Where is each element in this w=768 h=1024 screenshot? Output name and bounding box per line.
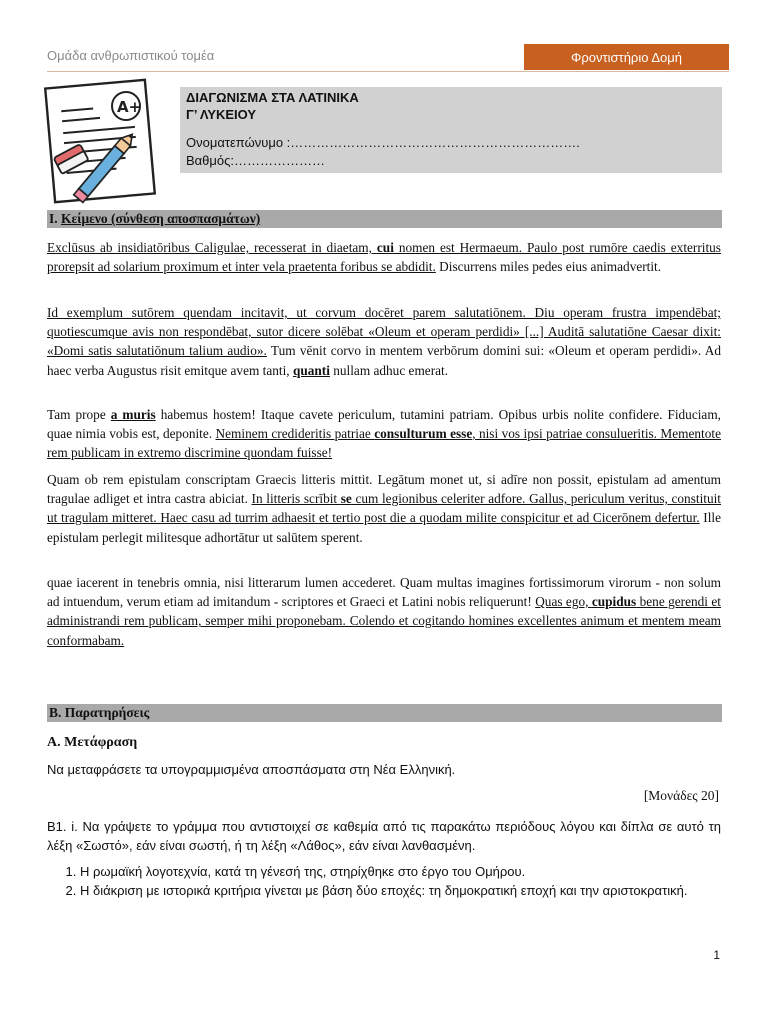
header-school-badge: Φροντιστήριο Δομή [524, 44, 729, 70]
student-name-field: Ονοματεπώνυμο :…………………………………………………………. [186, 135, 580, 150]
question-b1: Β1. i. Να γράψετε το γράμμα που αντιστοιχεί σε καθεμία από τις παρακάτω περιόδους λόγου και δίπλα σε αυτό τη λέξη «Σωστό», εάν είναι σωστή, ή τη λέξη «Λάθος», εάν είναι λανθασμένη. [47, 819, 721, 853]
b1-statement-list [47, 862, 754, 900]
exam-title-box [180, 87, 722, 173]
section-notes-header: Β. Παρατηρήσεις [47, 704, 722, 722]
score-field: Βαθμός:………………… [186, 153, 326, 168]
header-group-name: Ομάδα ανθρωπιστικού τομέα [47, 48, 215, 63]
latin-paragraph-1: Exclūsus ab insidiatōribus Caligulae, recesserat in diaetam, cui nomen est Hermaeum. Paulo post rumōre caedis exterritus prorepsit ad solarium proximum et inter vela praetenta foribus se abdidit. Discurrens miles pedes eius animadvertit. [47, 240, 721, 275]
graded-test-paper-icon [44, 78, 164, 204]
latin-paragraph-5: quae iacerent in tenebris omnia, nisi litterarum lumen accederet. Quam multas imagines fortissimorum virorum - non solum ad intuendum, verum etiam ad imitandum - scriptores et Graeci et Latini nobis reliquerunt! Quas ego, cupidus bene gerendi et administrandi rem publicam, semper mihi proponebam. Colendo et cogitando homines excellentes animum et mentem meam conformabam. [47, 575, 722, 648]
latin-paragraph-2: Id exemplum sutōrem quendam incitavit, ut corvum docēret parem salutatiōnem. Diu operam frustra impendēbat; quotiescumque avis non respondēbat, sutor dicere solēbat «Oleum et operam perdidi» [...] Auditā salutatiōne Caesar dixit: «Domi satis salutatiōnum talium audio». Tum vēnit corvo in mentem verbōrum domini sui: «Oleum et operam perdidi». Ad haec verba Augustus risit emitque avem tanti, quanti nullam adhuc emerat. [47, 305, 721, 378]
section-text-header: Ι. Κείμενο (σύνθεση αποσπασμάτων) [47, 210, 722, 228]
grade-mark: A+ [117, 98, 142, 116]
list-item: 1. Η ρωμαϊκή λογοτεχνία, κατά τη γένεσή της, στηρίχθηκε στο έργο του Ομήρου. [80, 862, 754, 881]
latin-paragraph-3: Tam prope a muris habemus hostem! Itaque cavete periculum, tutamini patriam. Opibus urbis nolite confidere. Fiduciam, quae nimia vobis est, deponite. Neminem credideritis patriae consulturum esse, nisi vos ipsi patriae consulueritis. Mementote rem publicam in extremo discrimine quondam fuisse! [47, 407, 721, 461]
page-number: 1 [713, 948, 720, 962]
translation-instruction: Να μεταφράσετε τα υπογραμμισμένα αποσπάσματα στη Νέα Ελληνική. [47, 762, 456, 777]
header-divider [47, 71, 729, 72]
list-item: 2. Η διάκριση με ιστορικά κριτήρια γίνεται με βάση δύο εποχές: τη δημοκρατική εποχή και την αριστοκρατική. [80, 881, 754, 900]
translation-heading: Α. Μετάφραση [47, 735, 138, 750]
latin-paragraph-4: Quam ob rem epistulam conscriptam Graecis litteris mittit. Legātum monet ut, si adīre non possit, epistulam ad amentum tragulae adliget et intra castra abiciat. In litteris scrībit se cum legionibus celeriter adfore. Gallus, periculum veritus, constituit ut tragulam mitteret. Haec casu ad turrim adhaesit et tertio post die a quodam milite conspicitur et ad Cicerōnem defertur. Ille epistulam perlegit militesque adhortātur ut salūtem sperent. [47, 472, 721, 545]
exam-title: ΔΙΑΓΩΝΙΣΜΑ ΣΤΑ ΛΑΤΙΝΙΚΑ [186, 90, 359, 105]
translation-marks: [Μονάδες 20] [643, 788, 719, 803]
exam-grade-level: Γ’ ΛΥΚΕΙΟΥ [186, 107, 257, 122]
section-text-title: Κείμενο (σύνθεση αποσπασμάτων) [61, 211, 261, 226]
